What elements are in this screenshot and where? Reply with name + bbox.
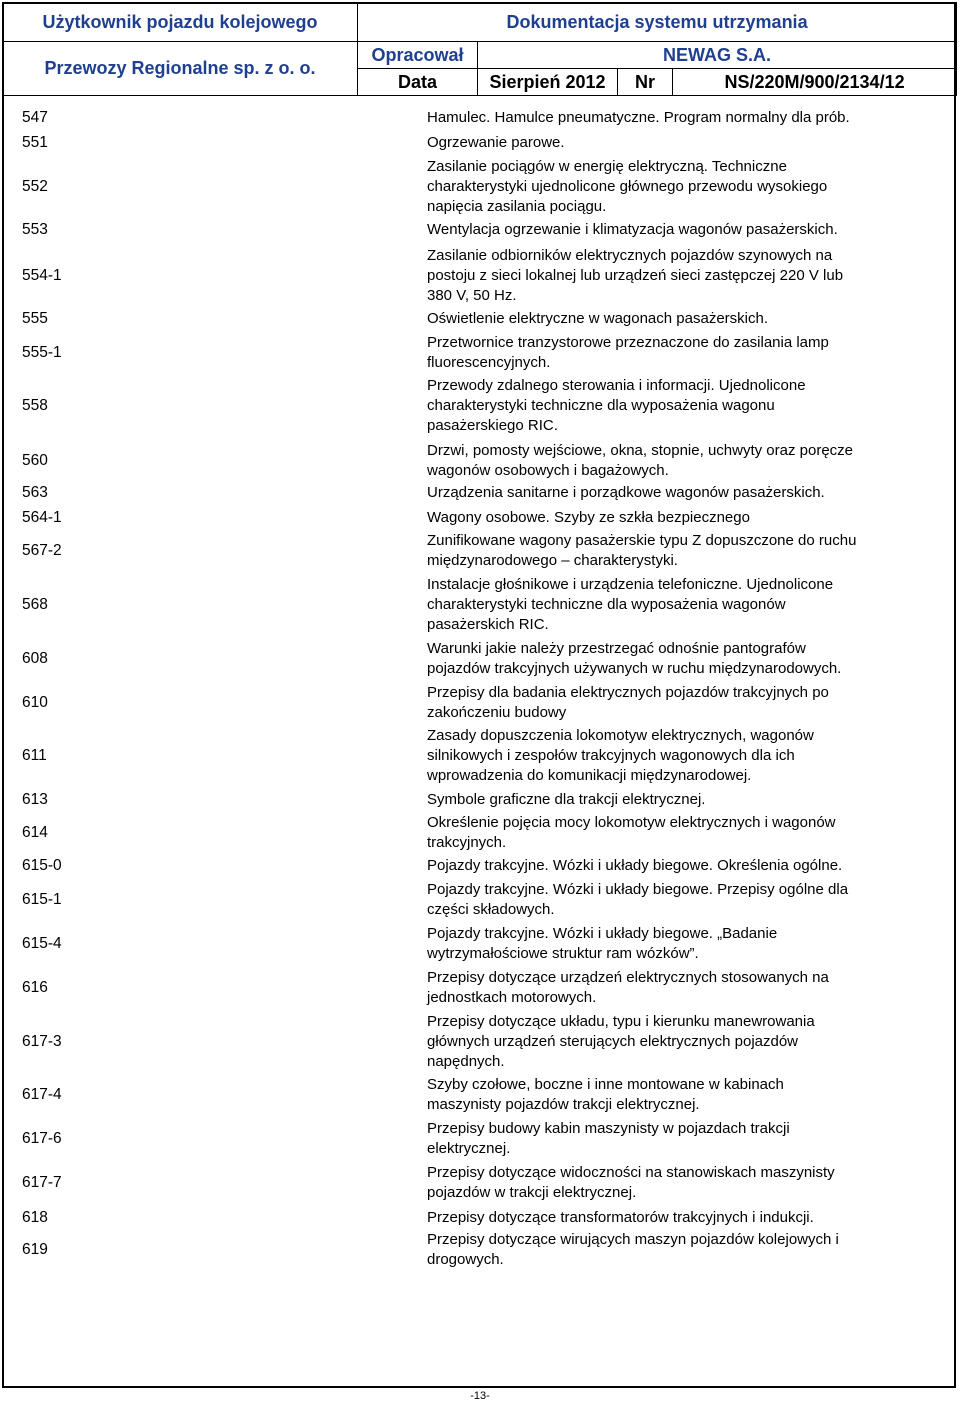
standard-description xyxy=(427,1230,927,1270)
standard-number: 617-6 xyxy=(22,1130,62,1147)
description-line: pojazdów trakcyjnych używanych w ruchu międzynarodowych. xyxy=(427,660,842,677)
standard-description xyxy=(427,157,927,217)
description-line: napięcia zasilania pociągu. xyxy=(427,198,607,215)
date-value: Sierpień 2012 xyxy=(478,69,618,96)
prepared-label: Opracował xyxy=(358,42,478,69)
description-line: Urządzenia sanitarne i porządkowe wagonów pasażerskich. xyxy=(427,484,825,501)
description-line: drogowych. xyxy=(427,1251,504,1268)
description-line: napędnych. xyxy=(427,1053,505,1070)
standard-number: 615-1 xyxy=(22,891,62,908)
description-line: Pojazdy trakcyjne. Wózki i układy biegowe. Określenia ogólne. xyxy=(427,857,843,874)
description-line: Zasilanie odbiorników elektrycznych pojazdów szynowych na xyxy=(427,247,833,264)
page-number: -13- xyxy=(470,1390,490,1402)
description-line: Pojazdy trakcyjne. Wózki i układy biegowe. Przepisy ogólne dla xyxy=(427,881,849,898)
description-line: charakterystyki ujednolicone głównego przewodu wysokiego xyxy=(427,178,828,195)
description-line: jednostkach motorowych. xyxy=(427,989,597,1006)
standard-number: 619 xyxy=(22,1241,48,1258)
description-line: Przepisy dotyczące widoczności na stanowiskach maszynisty xyxy=(427,1164,835,1181)
document-header xyxy=(2,2,957,96)
standard-description xyxy=(427,790,927,810)
standard-description xyxy=(427,968,927,1008)
description-line: Zasady dopuszczenia lokomotyw elektrycznych, wagonów xyxy=(427,727,814,744)
standard-number: 553 xyxy=(22,221,48,238)
standard-description xyxy=(427,483,927,503)
description-line: Oświetlenie elektryczne w wagonach pasażerskich. xyxy=(427,310,768,327)
standard-number: 552 xyxy=(22,178,48,195)
description-line: Ogrzewanie parowe. xyxy=(427,134,565,151)
standard-number: 615-0 xyxy=(22,857,62,874)
standard-description xyxy=(427,333,927,373)
standard-description xyxy=(427,880,927,920)
standard-description xyxy=(427,575,927,635)
description-line: Warunki jakie należy przestrzegać odnośnie pantografów xyxy=(427,640,806,657)
standard-number: 617-4 xyxy=(22,1086,62,1103)
standard-description xyxy=(427,508,927,528)
description-line: Zasilanie pociągów w energię elektryczną. Techniczne xyxy=(427,158,787,175)
standard-description xyxy=(427,813,927,853)
description-line: maszynisty pojazdów trakcji elektrycznej. xyxy=(427,1096,700,1113)
description-line: postoju z sieci lokalnej lub urządzeń sieci zastępczej 220 V lub xyxy=(427,267,844,284)
standard-description xyxy=(427,856,927,876)
standard-description xyxy=(427,133,927,153)
description-line: Przepisy dotyczące transformatorów trakcyjnych i indukcji. xyxy=(427,1209,814,1226)
standard-description xyxy=(427,531,927,571)
description-line: Przetwornice tranzystorowe przeznaczone do zasilania lamp xyxy=(427,334,829,351)
standard-number: 617-3 xyxy=(22,1033,62,1050)
standard-number: 614 xyxy=(22,824,48,841)
standard-number: 558 xyxy=(22,397,48,414)
description-line: fluorescencyjnych. xyxy=(427,354,551,371)
standard-description xyxy=(427,1075,927,1115)
description-line: zakończeniu budowy xyxy=(427,704,567,721)
standard-description xyxy=(427,924,927,964)
description-line: Zunifikowane wagony pasażerskie typu Z dopuszczone do ruchu xyxy=(427,532,857,549)
description-line: Przepisy budowy kabin maszynisty w pojazdach trakcji xyxy=(427,1120,790,1137)
description-line: Przepisy dotyczące wirujących maszyn pojazdów kolejowych i xyxy=(427,1231,839,1248)
description-line: głównych urządzeń sterujących elektrycznych pojazdów xyxy=(427,1033,799,1050)
standard-description xyxy=(427,1012,927,1072)
description-line: charakterystyki techniczne dla wyposażenia wagonu xyxy=(427,397,775,414)
description-line: Instalacje głośnikowe i urządzenia telefoniczne. Ujednolicone xyxy=(427,576,834,593)
standard-description xyxy=(427,309,927,329)
standard-description xyxy=(427,1119,927,1159)
description-line: Przepisy dla badania elektrycznych pojazdów trakcyjnych po xyxy=(427,684,829,701)
description-line: wprowadzenia do komunikacji międzynarodowej. xyxy=(427,767,752,784)
description-line: wagonów osobowych i bagażowych. xyxy=(427,462,669,479)
description-line: pasażerskich RIC. xyxy=(427,616,549,633)
user-label: Użytkownik pojazdu kolejowego xyxy=(3,3,358,42)
description-line: charakterystyki techniczne dla wyposażenia wagonów xyxy=(427,596,786,613)
description-line: elektrycznej. xyxy=(427,1140,511,1157)
description-line: Pojazdy trakcyjne. Wózki i układy biegowe. „Badanie xyxy=(427,925,778,942)
description-line: Drzwi, pomosty wejściowe, okna, stopnie, uchwyty oraz poręcze xyxy=(427,442,854,459)
standard-number: 564-1 xyxy=(22,509,62,526)
standard-number: 617-7 xyxy=(22,1174,62,1191)
standard-number: 551 xyxy=(22,134,48,151)
standard-description xyxy=(427,1208,927,1228)
standard-description xyxy=(427,726,927,786)
description-line: Szyby czołowe, boczne i inne montowane w kabinach xyxy=(427,1076,784,1093)
standard-number: 615-4 xyxy=(22,935,62,952)
nr-value: NS/220M/900/2134/12 xyxy=(673,69,957,96)
description-line: Określenie pojęcia mocy lokomotyw elektrycznych i wagonów xyxy=(427,814,836,831)
standard-description xyxy=(427,1163,927,1203)
standard-description xyxy=(427,108,927,128)
standard-number: 567-2 xyxy=(22,542,62,559)
description-line: części składowych. xyxy=(427,901,555,918)
date-label: Data xyxy=(358,69,478,96)
doc-title: Dokumentacja systemu utrzymania xyxy=(358,3,957,42)
standard-number: 618 xyxy=(22,1209,48,1226)
description-line: pojazdów w trakcji elektrycznej. xyxy=(427,1184,637,1201)
standard-number: 554-1 xyxy=(22,267,62,284)
description-line: pasażerskiego RIC. xyxy=(427,417,558,434)
description-line: trakcyjnych. xyxy=(427,834,507,851)
standard-number: 547 xyxy=(22,109,48,126)
description-line: Przepisy dotyczące układu, typu i kierunku manewrowania xyxy=(427,1013,815,1030)
standard-description xyxy=(427,220,927,240)
standard-number: 613 xyxy=(22,791,48,808)
prepared-value: NEWAG S.A. xyxy=(478,42,957,69)
standard-description xyxy=(427,441,927,481)
standard-number: 611 xyxy=(22,747,47,764)
nr-label: Nr xyxy=(618,69,673,96)
description-line: silnikowych i zespołów trakcyjnych wagonowych dla ich xyxy=(427,747,795,764)
standard-number: 555 xyxy=(22,310,48,327)
standard-number: 563 xyxy=(22,484,48,501)
description-line: 380 V, 50 Hz. xyxy=(427,287,517,304)
description-line: Przepisy dotyczące urządzeń elektrycznych stosowanych na xyxy=(427,969,829,986)
description-line: wytrzymałościowe struktur ram wózków”. xyxy=(427,945,699,962)
standard-description xyxy=(427,683,927,723)
standard-description xyxy=(427,639,927,679)
standard-number: 555-1 xyxy=(22,344,62,361)
description-line: Wentylacja ogrzewanie i klimatyzacja wagonów pasażerskich. xyxy=(427,221,838,238)
standard-number: 616 xyxy=(22,979,48,996)
standard-number: 568 xyxy=(22,596,48,613)
description-line: międzynarodowego – charakterystyki. xyxy=(427,552,678,569)
company-name: Przewozy Regionalne sp. z o. o. xyxy=(3,42,358,96)
description-line: Symbole graficzne dla trakcji elektrycznej. xyxy=(427,791,706,808)
description-line: Wagony osobowe. Szyby ze szkła bezpiecznego xyxy=(427,509,750,526)
description-line: Hamulec. Hamulce pneumatyczne. Program normalny dla prób. xyxy=(427,109,850,126)
standard-number: 560 xyxy=(22,452,48,469)
standard-number: 610 xyxy=(22,694,48,711)
description-line: Przewody zdalnego sterowania i informacji. Ujednolicone xyxy=(427,377,806,394)
standard-number: 608 xyxy=(22,650,48,667)
standard-description xyxy=(427,376,927,436)
standard-description xyxy=(427,246,927,306)
